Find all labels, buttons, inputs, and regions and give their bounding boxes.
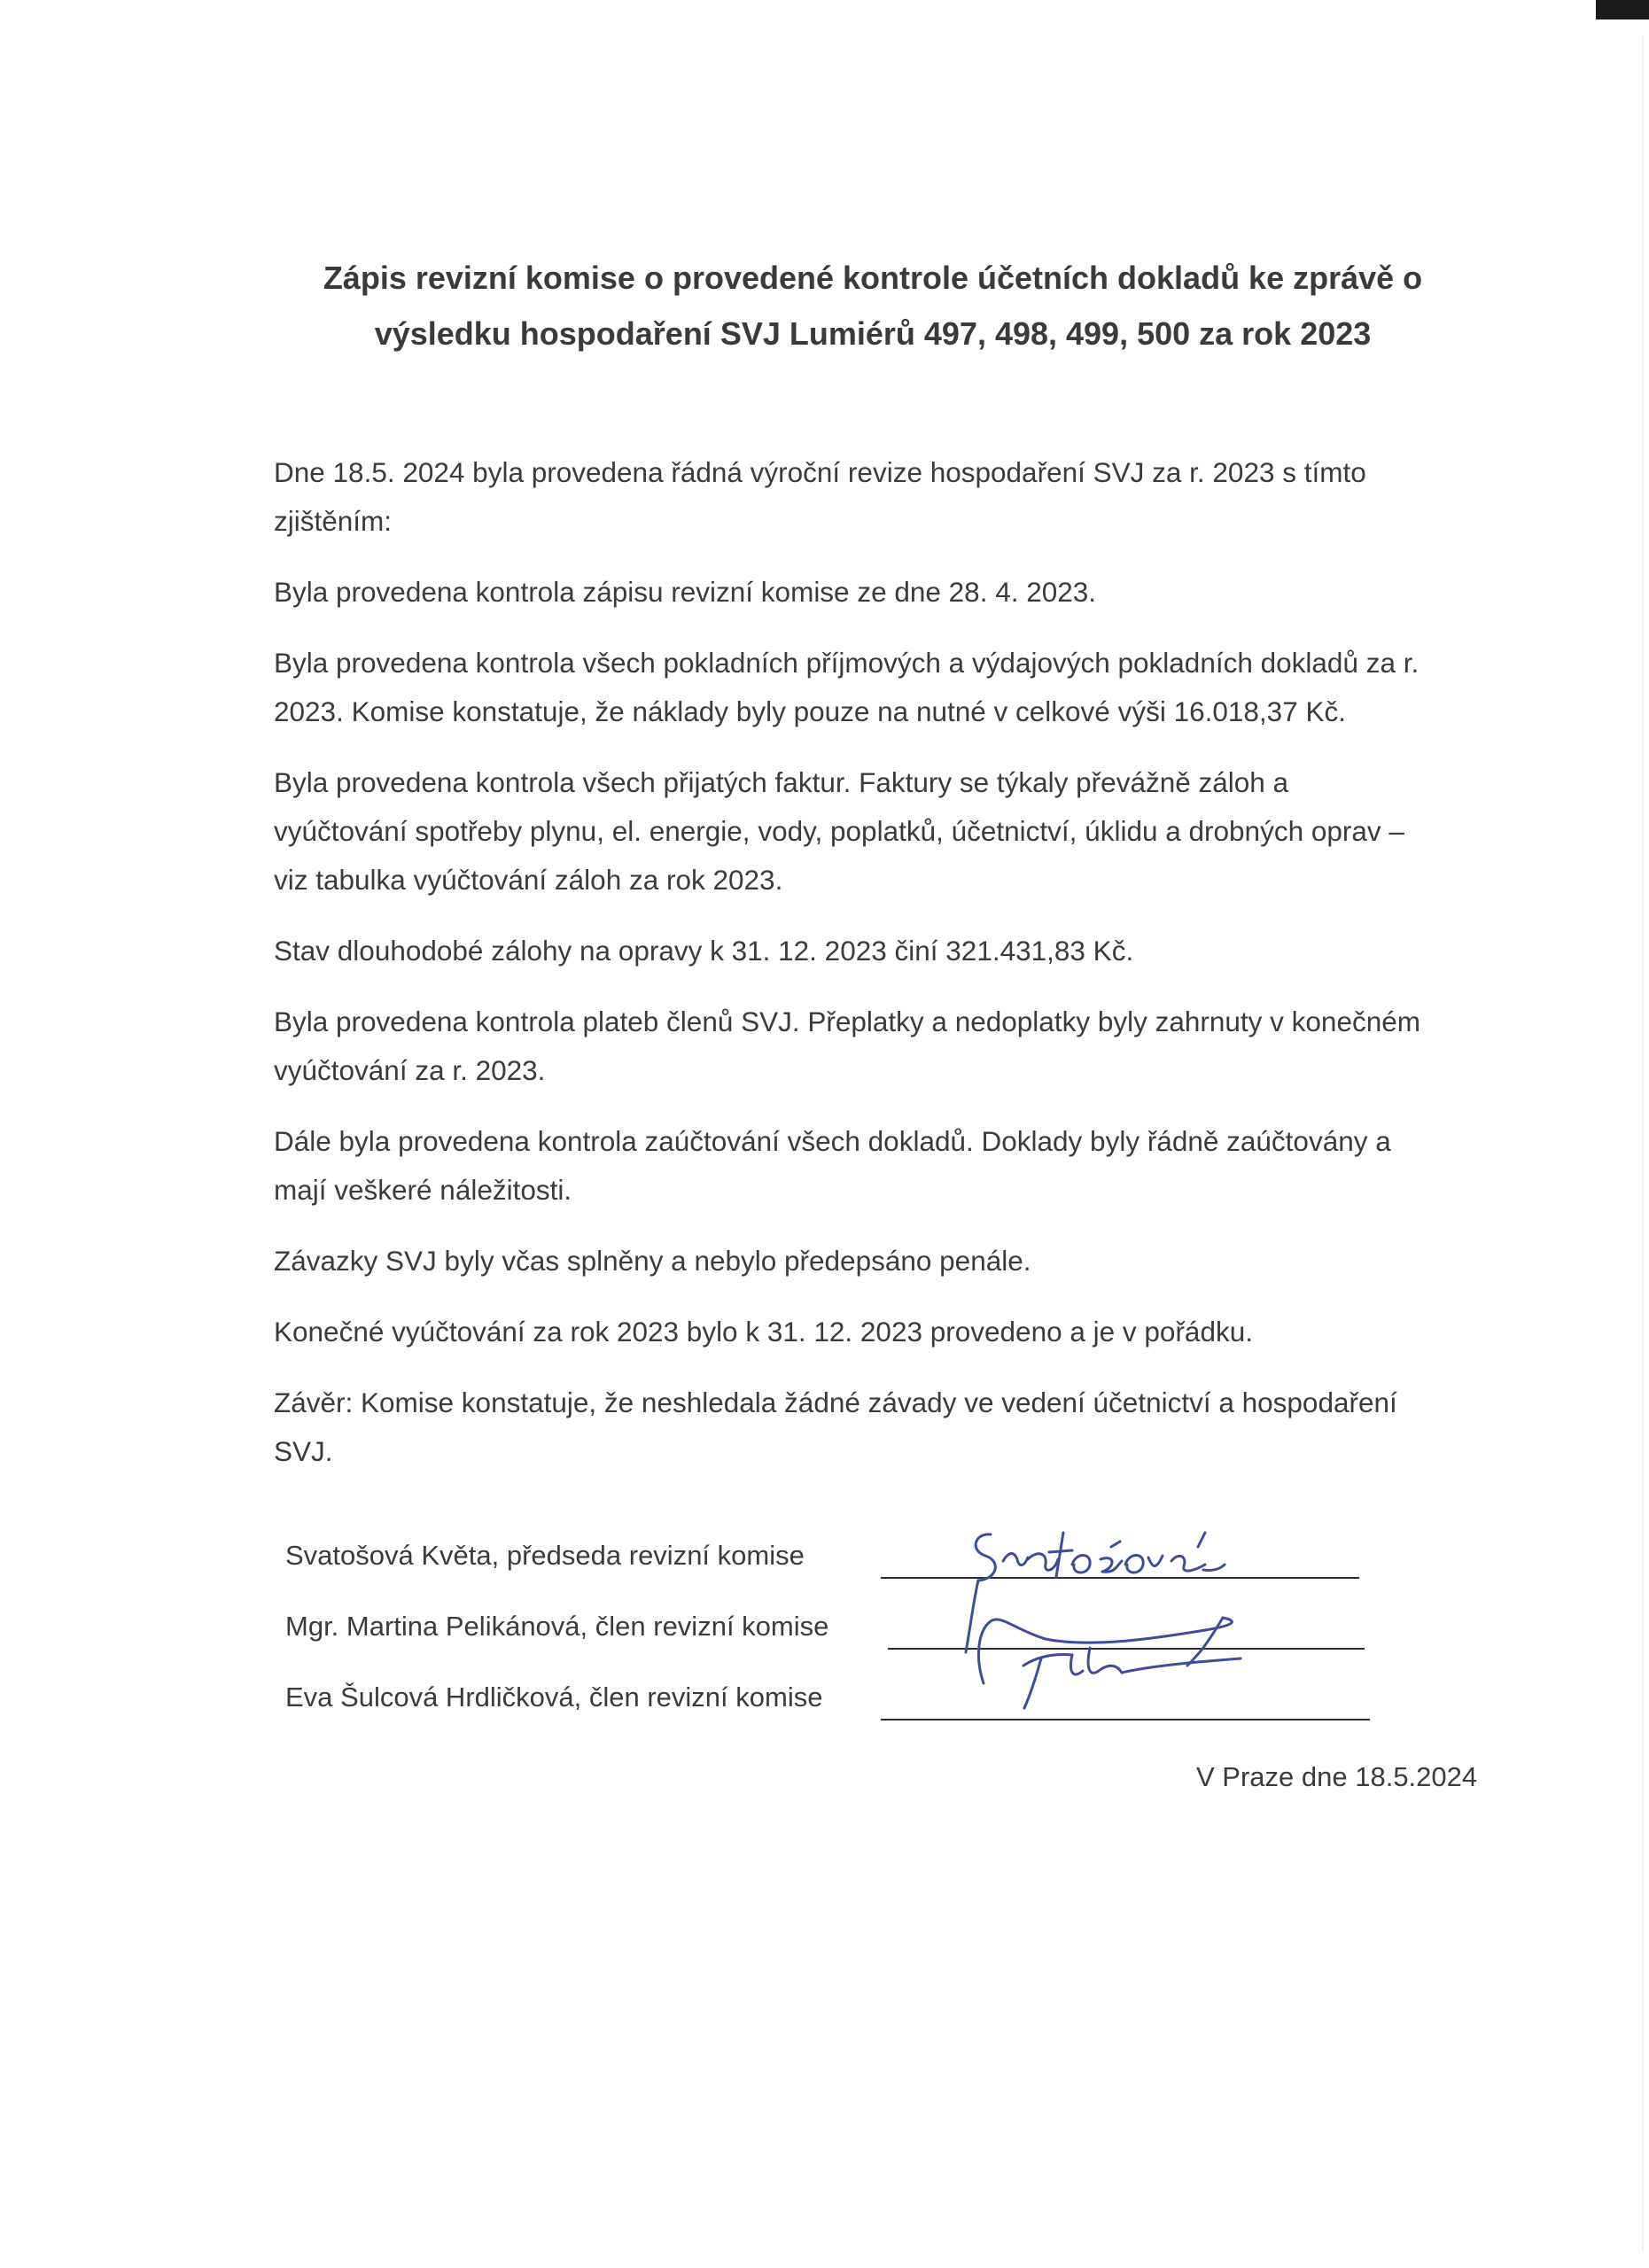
paragraph-line: Byla provedena kontrola všech pokladních příjmových a výdajových pokladních dokladů za r. xyxy=(274,647,1420,679)
title-line-1: Zápis revizní komise o provedené kontrole účetních dokladů ke zprávě o xyxy=(323,260,1423,296)
paragraph-final-settlement xyxy=(274,1308,1483,1356)
place-and-date: V Praze dne 18.5.2024 xyxy=(1196,1761,1478,1792)
paragraph-line: vyúčtování spotřeby plynu, el. energie, vody, poplatků, účetnictví, úklidu a drobných oprav – xyxy=(274,815,1404,847)
scan-corner-mark xyxy=(1596,0,1649,19)
paragraph-line: vyúčtování za r. 2023. xyxy=(274,1054,546,1086)
paragraph-line: Závazky SVJ byly včas splněny a nebylo předepsáno penále. xyxy=(274,1245,1031,1277)
paragraph-line: mají veškeré náležitosti. xyxy=(274,1174,572,1206)
title-line-2: výsledku hospodaření SVJ Lumiérů 497, 498, 499, 500 za rok 2023 xyxy=(374,315,1372,352)
paragraph-line: zjištěním: xyxy=(274,505,393,537)
paragraph-line: Byla provedena kontrola zápisu revizní komise ze dne 28. 4. 2023. xyxy=(274,576,1097,608)
paragraph-line: viz tabulka vyúčtování záloh za rok 2023. xyxy=(274,864,783,896)
scan-edge xyxy=(1642,35,1644,2250)
paragraph-line: 2023. Komise konstatuje, že náklady byly pouze na nutné v celkové výši 16.018,37 Kč. xyxy=(274,695,1346,727)
handwritten-signatures xyxy=(939,1497,1320,1728)
paragraph-line: Závěr: Komise konstatuje, že neshledala žádné závady ve vedení účetnictví a hospodaření xyxy=(274,1386,1397,1418)
paragraph-member-payments xyxy=(274,998,1483,1095)
paragraph-intro xyxy=(274,448,1483,546)
paragraph-liabilities xyxy=(274,1237,1483,1285)
paragraph-accounting xyxy=(274,1117,1483,1215)
signatory-label: Eva Šulcová Hrdličková, člen revizní komise xyxy=(285,1682,823,1713)
paragraph-cash-documents xyxy=(274,639,1483,736)
paragraph-previous-minutes xyxy=(274,568,1483,617)
paragraph-conclusion xyxy=(274,1379,1483,1476)
paragraph-repair-fund xyxy=(274,927,1483,975)
paragraph-invoices xyxy=(274,758,1483,905)
paragraph-line: Byla provedena kontrola plateb členů SVJ. Přeplatky a nedoplatky byly zahrnuty v konečném xyxy=(274,1006,1420,1037)
paragraph-line: Dále byla provedena kontrola zaúčtování všech dokladů. Doklady byly řádně zaúčtovány a xyxy=(274,1125,1391,1157)
document-body xyxy=(274,448,1483,1498)
paragraph-line: Dne 18.5. 2024 byla provedena řádná výroční revize hospodaření SVJ za r. 2023 s tímto xyxy=(274,456,1366,488)
signatory-label: Svatošová Květa, předseda revizní komise xyxy=(285,1540,805,1571)
paragraph-line: Konečné vyúčtování za rok 2023 bylo k 31. 12. 2023 provedeno a je v pořádku. xyxy=(274,1316,1253,1348)
paragraph-line: Stav dlouhodobé zálohy na opravy k 31. 12. 2023 činí 321.431,83 Kč. xyxy=(274,935,1134,967)
document-title xyxy=(266,250,1480,361)
signatory-label: Mgr. Martina Pelikánová, člen revizní komise xyxy=(285,1611,829,1642)
paragraph-line: Byla provedena kontrola všech přijatých faktur. Faktury se týkaly převážně záloh a xyxy=(274,766,1289,798)
paragraph-line: SVJ. xyxy=(274,1435,333,1467)
